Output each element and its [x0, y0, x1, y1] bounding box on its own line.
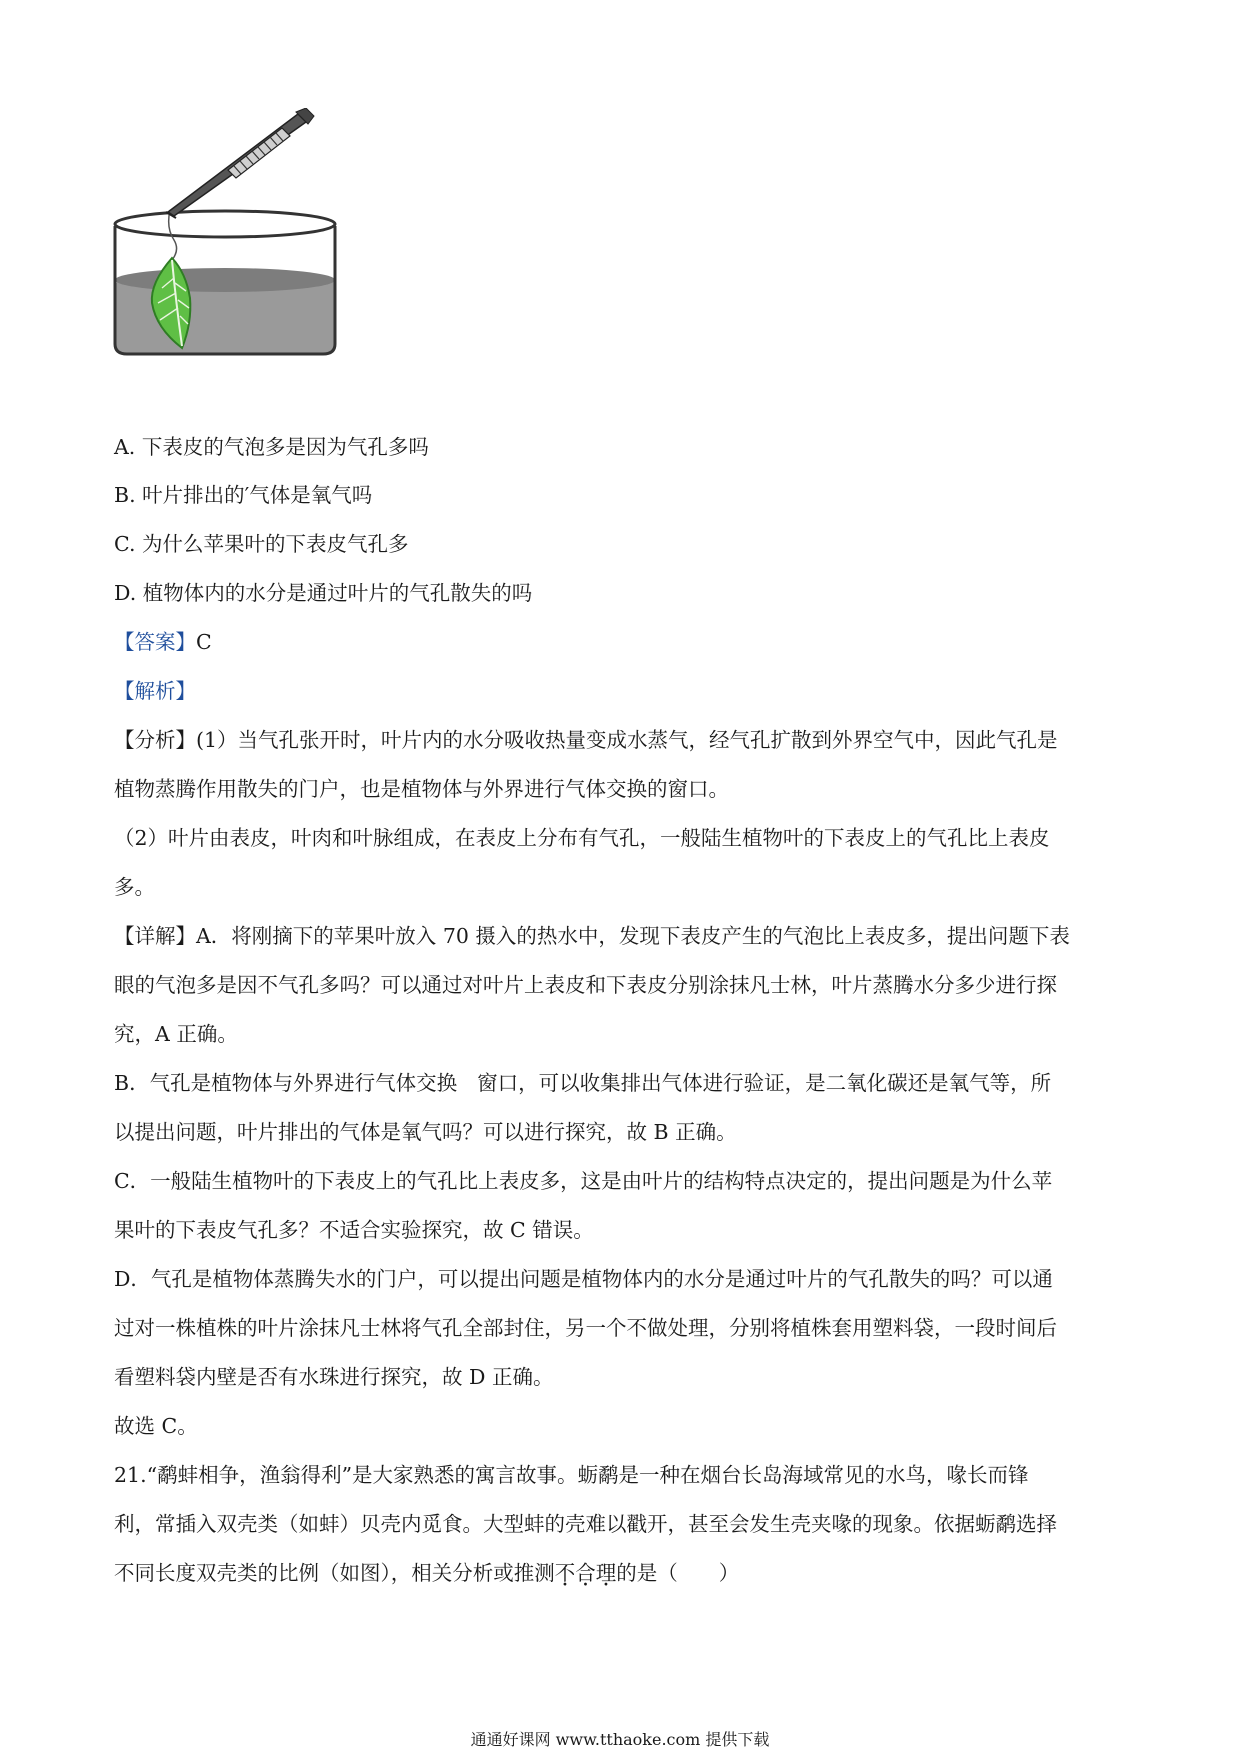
option-d: D. 植物体内的水分是通过叶片的气孔散失的吗 [114, 581, 533, 605]
detail-line-10: 看塑料袋内壁是否有水珠进行探究，故 D 正确。 [114, 1365, 554, 1389]
option-b: B. 叶片排出的′气体是氧气吗 [114, 483, 373, 507]
detail-line-4b: 窗口，可以收集排出气体进行验证，是二氧化碳还是氧气等，所 [477, 1071, 1052, 1095]
detail-line-4a: B．气孔是植物体与外界进行气体交换 [114, 1071, 458, 1095]
emphasis-char-1: 不 [554, 1561, 576, 1585]
question-21-line-3 [114, 1559, 1144, 1587]
question-21-line-3e: 的是（ ） [616, 1561, 740, 1585]
beaker-rim [115, 211, 335, 237]
detail-line-3: 究，A 正确。 [114, 1022, 238, 1046]
leaf-in-beaker-figure [110, 108, 350, 408]
emphasis-char-2: 合 [575, 1561, 596, 1585]
detail-line-5: 以提出问题，叶片排出的气体是氧气吗？可以进行探究，故 B 正确。 [114, 1120, 737, 1144]
detail-line-9: 过对一株植株的叶片涂抹凡士林将气孔全部封住，另一个不做处理，分别将植株套用塑料袋，一段时间后 [114, 1316, 1057, 1340]
question-21-line-1: 21.“鹬蚌相争，渔翁得利”是大家熟悉的寓言故事。蛎鹬是一种在烟台长岛海域常见的水鸟，喙长而锋 [114, 1463, 1029, 1487]
detail-line-8: D．气孔是植物体蒸腾失水的门户，可以提出问题是植物体内的水分是通过叶片的气孔散失的吗？可以通 [114, 1267, 1053, 1291]
detail-line-4 [114, 1069, 1144, 1097]
water-surface [115, 268, 335, 292]
detail-line-6: C．一般陆生植物叶的下表皮上的气孔比上表皮多，这是由叶片的结构特点决定的，提出问题是为什么苹 [114, 1169, 1053, 1193]
analysis-line-2: 植物蒸腾作用散失的门户，也是植物体与外界进行气体交换的窗口。 [114, 777, 729, 801]
analysis-line-4: 多。 [114, 875, 155, 899]
analysis-line-1: 【分析】(1）当气孔张开时，叶片内的水分吸收热量变成水蒸气，经气孔扩散到外界空气中，因此气孔是 [114, 728, 1058, 752]
analysis-line-3: （2）叶片由表皮，叶肉和叶脉组成，在表皮上分布有气孔，一般陆生植物叶的下表皮上的气孔比上表皮 [114, 826, 1050, 850]
answer-value: C [196, 630, 212, 654]
answer-tag: 【答案】 [114, 630, 196, 654]
tweezers-icon [166, 108, 314, 218]
detail-line-7: 果叶的下表皮气孔多？不适合实验探究，故 C 错误。 [114, 1218, 594, 1242]
jiexi-tag: 【解析】 [114, 679, 196, 703]
option-a: A. 下表皮的气泡多是因为气孔多吗 [114, 435, 429, 459]
answer-line [114, 628, 1144, 656]
emphasis-char-3: 理 [595, 1561, 617, 1585]
detail-line-2: 眼的气泡多是因不气孔多吗？可以通过对叶片上表皮和下表皮分别涂抹凡士林，叶片蒸腾水分多少进行探 [114, 973, 1057, 997]
detail-line-1: 【详解】A．将刚摘下的苹果叶放入 70 摄入的热水中，发现下表皮产生的气泡比上表皮多，提出问题下表 [114, 924, 1070, 948]
question-21-line-3a: 不同长度双壳类的比例（如图），相关分析或推测 [114, 1561, 555, 1585]
option-c: C. 为什么苹果叶的下表皮气孔多 [114, 532, 409, 556]
page-footer: 通通好课网 www.tthaoke.com 提供下载 [470, 1730, 770, 1749]
detail-line-11: 故选 C。 [114, 1414, 198, 1438]
question-21-line-2: 利，常插入双壳类（如蚌）贝壳内觅食。大型蚌的壳难以戳开，甚至会发生壳夹喙的现象。依据蛎鹬选择 [114, 1512, 1057, 1536]
